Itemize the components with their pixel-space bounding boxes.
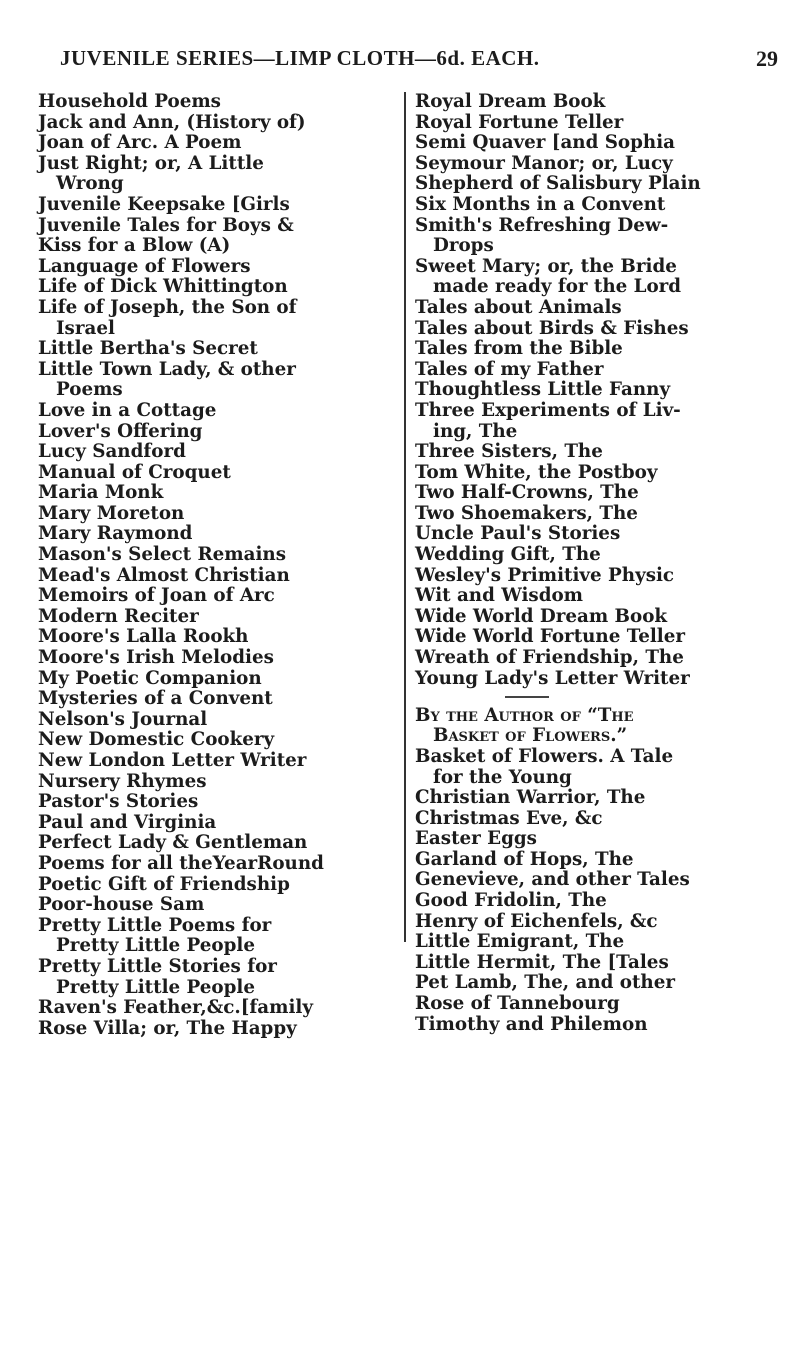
list-item: [415, 994, 785, 1015]
list-item-title: Lucy Sandford: [38, 441, 186, 463]
list-item: [38, 195, 398, 216]
list-item-title: Two Half-Crowns, The: [415, 482, 639, 504]
list-item-continuation: Drops: [433, 235, 494, 257]
list-item: [415, 870, 785, 891]
list-item: [415, 380, 785, 401]
list-item: [38, 689, 398, 710]
list-item-title: Manual of Croquet: [38, 461, 231, 483]
list-item: [415, 154, 785, 175]
list-item-title: Poems for all theYearRound: [38, 852, 324, 874]
list-item: [415, 648, 785, 669]
list-item-title: Mead's Almost Christian: [38, 564, 290, 586]
list-item: [38, 854, 398, 875]
list-item-title: Wedding Gift, The: [415, 544, 601, 566]
list-item-title: Wreath of Friendship, The: [415, 647, 684, 669]
list-item-continuation: ing, The: [433, 420, 518, 442]
list-item-title: Little Emigrant, The: [415, 931, 625, 953]
list-item-title: Mysteries of a Convent: [38, 688, 273, 710]
list-item: [415, 1015, 785, 1036]
list-item: [415, 524, 785, 545]
list-item-title: Raven's Feather,&c.[family: [38, 997, 313, 1019]
list-item: [38, 916, 398, 957]
list-item: [38, 710, 398, 731]
list-item: [415, 216, 785, 257]
list-item: [38, 607, 398, 628]
list-item: [415, 401, 785, 442]
list-item: [38, 216, 398, 237]
section-heading-line: By the Author of “The: [415, 704, 634, 726]
list-item-title: Easter Eggs: [415, 828, 537, 850]
right-column: [415, 92, 785, 1035]
list-item: [38, 875, 398, 896]
list-item-title: Little Town Lady, & other: [38, 358, 296, 380]
list-item-title: Juvenile Tales for Boys &: [38, 214, 294, 236]
list-item-title: Love in a Cottage: [38, 399, 217, 421]
list-item: [415, 463, 785, 484]
list-item-title: Pastor's Stories: [38, 791, 199, 813]
list-item: [415, 257, 785, 298]
list-item: [38, 154, 398, 195]
list-item-title: Memoirs of Joan of Arc: [38, 585, 275, 607]
list-item: [415, 747, 785, 788]
list-item-title: Tales about Animals: [415, 296, 622, 318]
list-item: [415, 339, 785, 360]
list-item-title: Jack and Ann, (History of): [38, 111, 306, 133]
list-item-title: Rose of Tannebourg: [415, 993, 620, 1015]
list-item-title: Christian Warrior, The: [415, 787, 646, 809]
list-item-title: Kiss for a Blow (A): [38, 235, 231, 257]
list-item: [38, 813, 398, 834]
list-item: [38, 401, 398, 422]
left-column: [38, 92, 398, 1039]
list-item-title: Joan of Arc. A Poem: [38, 132, 242, 154]
list-item: [38, 545, 398, 566]
running-header: [28, 46, 778, 82]
list-item-continuation: Israel: [56, 317, 115, 339]
list-item-title: Royal Fortune Teller: [415, 111, 624, 133]
list-item: [38, 257, 398, 278]
list-item-title: Poor-house Sam: [38, 894, 205, 916]
list-item-title: Rose Villa; or, The Happy: [38, 1017, 297, 1039]
list-item-title: Moore's Lalla Rookh: [38, 626, 249, 648]
list-item: [415, 195, 785, 216]
list-item: [415, 174, 785, 195]
list-item: [415, 133, 785, 154]
page-title: JUVENILE SERIES—LIMP CLOTH—6d. EACH.: [60, 46, 540, 70]
list-item-title: Garland of Hops, The: [415, 848, 634, 870]
list-item-title: Christmas Eve, &c: [415, 807, 603, 829]
list-item-title: Tom White, the Postboy: [415, 461, 658, 483]
list-item: [38, 113, 398, 134]
list-item: [38, 648, 398, 669]
list-item-title: Poetic Gift of Friendship: [38, 873, 290, 895]
list-item: [415, 788, 785, 809]
list-item-title: Juvenile Keepsake [Girls: [38, 193, 290, 215]
list-item: [38, 483, 398, 504]
list-item-title: Lover's Offering: [38, 420, 203, 442]
list-item: [38, 504, 398, 525]
list-item: [38, 92, 398, 113]
list-item-title: Little Bertha's Secret: [38, 338, 258, 360]
list-item-title: Language of Flowers: [38, 255, 251, 277]
list-item: [38, 442, 398, 463]
list-item: [38, 463, 398, 484]
list-item: [38, 339, 398, 360]
list-item-title: Timothy and Philemon: [415, 1013, 648, 1035]
list-item-title: Uncle Paul's Stories: [415, 523, 621, 545]
list-item-title: Little Hermit, The [Tales: [415, 951, 669, 973]
list-item-title: Life of Dick Whittington: [38, 276, 288, 298]
section-entries: [415, 747, 785, 1035]
list-item-continuation: made ready for the Lord: [433, 276, 682, 298]
list-item: [38, 360, 398, 401]
list-item-title: Wide World Fortune Teller: [415, 626, 686, 648]
section-heading-line: Basket of Flowers.”: [433, 725, 628, 747]
list-item-continuation: Wrong: [56, 173, 124, 195]
list-item-title: Thoughtless Little Fanny: [415, 379, 671, 401]
page-number: 29: [756, 46, 778, 71]
list-item-title: Wesley's Primitive Physic: [415, 564, 675, 586]
list-item: [38, 586, 398, 607]
list-item: [38, 422, 398, 443]
list-item: [415, 891, 785, 912]
list-item: [38, 566, 398, 587]
list-item-title: Smith's Refreshing Dew-: [415, 214, 669, 236]
list-item-title: Household Poems: [38, 91, 221, 112]
list-item: [38, 833, 398, 854]
list-item: [415, 973, 785, 994]
list-item-title: New Domestic Cookery: [38, 729, 275, 751]
list-item: [415, 113, 785, 134]
list-item-title: Pretty Little Poems for: [38, 914, 272, 936]
list-item: [38, 792, 398, 813]
list-item: [38, 627, 398, 648]
list-item: [415, 566, 785, 587]
list-item-continuation: for the Young: [433, 766, 572, 788]
list-item: [415, 504, 785, 525]
list-item-title: Tales of my Father: [415, 358, 604, 380]
list-item: [38, 524, 398, 545]
list-item-continuation: Pretty Little People: [56, 976, 255, 998]
list-item-title: Seymour Manor; or, Lucy: [415, 152, 673, 174]
list-item-title: Basket of Flowers. A Tale: [415, 745, 674, 767]
list-item-title: Shepherd of Salisbury Plain: [415, 173, 701, 195]
list-item: [415, 298, 785, 319]
list-item-title: Mason's Select Remains: [38, 544, 287, 566]
list-item: [415, 92, 785, 113]
list-item: [38, 298, 398, 339]
section-rule: [505, 696, 549, 698]
list-item: [415, 319, 785, 340]
column-divider: [404, 92, 406, 942]
list-item: [415, 809, 785, 830]
list-item-title: Semi Quaver [and Sophia: [415, 132, 675, 154]
list-item-title: Nelson's Journal: [38, 708, 208, 730]
list-item-title: Sweet Mary; or, the Bride: [415, 255, 677, 277]
list-item-title: Three Experiments of Liv-: [415, 399, 681, 421]
list-item-title: My Poetic Companion: [38, 667, 262, 689]
list-item: [38, 236, 398, 257]
list-item: [38, 751, 398, 772]
list-item-title: New London Letter Writer: [38, 750, 307, 771]
list-item: [38, 1019, 398, 1040]
list-item: [38, 772, 398, 793]
list-item: [415, 627, 785, 648]
list-item: [38, 998, 398, 1019]
list-item: [38, 895, 398, 916]
list-item-title: Modern Reciter: [38, 605, 199, 627]
list-item-title: Tales about Birds & Fishes: [415, 317, 689, 339]
list-item-continuation: Pretty Little People: [56, 935, 255, 957]
list-item: [415, 953, 785, 974]
list-item-title: Life of Joseph, the Son of: [38, 296, 297, 318]
list-item: [415, 850, 785, 871]
list-item: [415, 932, 785, 953]
list-item: [415, 360, 785, 381]
list-item: [38, 669, 398, 690]
list-item-title: Three Sisters, The: [415, 441, 603, 463]
list-item-title: Wide World Dream Book: [415, 605, 668, 627]
list-item-title: Tales from the Bible: [415, 338, 623, 360]
list-item-title: Mary Raymond: [38, 523, 193, 545]
list-item-title: Wit and Wisdom: [415, 585, 584, 607]
list-item-continuation: Poems: [56, 379, 123, 401]
list-item-title: Moore's Irish Melodies: [38, 647, 274, 669]
list-item-title: Nursery Rhymes: [38, 770, 207, 792]
list-item: [415, 545, 785, 566]
list-item-title: Perfect Lady & Gentleman: [38, 832, 308, 854]
list-item: [415, 912, 785, 933]
list-item-title: Pet Lamb, The, and other: [415, 972, 675, 994]
right-column-entries: [415, 92, 785, 689]
list-item: [38, 133, 398, 154]
list-item-title: Just Right; or, A Little: [38, 152, 264, 174]
list-item: [415, 483, 785, 504]
list-item: [38, 277, 398, 298]
list-item: [415, 586, 785, 607]
list-item-title: Good Fridolin, The: [415, 890, 607, 912]
section-heading: [415, 706, 785, 747]
list-item-title: Pretty Little Stories for: [38, 955, 277, 977]
list-item: [415, 829, 785, 850]
list-item-title: Maria Monk: [38, 482, 164, 504]
list-item: [415, 669, 785, 690]
list-item-title: Paul and Virginia: [38, 811, 217, 833]
list-item-title: Royal Dream Book: [415, 91, 606, 112]
list-item-title: Mary Moreton: [38, 502, 185, 524]
list-item-title: Two Shoemakers, The: [415, 502, 638, 524]
list-item-title: Six Months in a Convent: [415, 193, 666, 215]
list-item-title: Genevieve, and other Tales: [415, 869, 690, 891]
list-item: [38, 957, 398, 998]
list-item: [38, 730, 398, 751]
list-item: [415, 442, 785, 463]
list-item: [415, 607, 785, 628]
list-item-title: Young Lady's Letter Writer: [415, 667, 690, 689]
list-item-title: Henry of Eichenfels, &c: [415, 910, 658, 932]
